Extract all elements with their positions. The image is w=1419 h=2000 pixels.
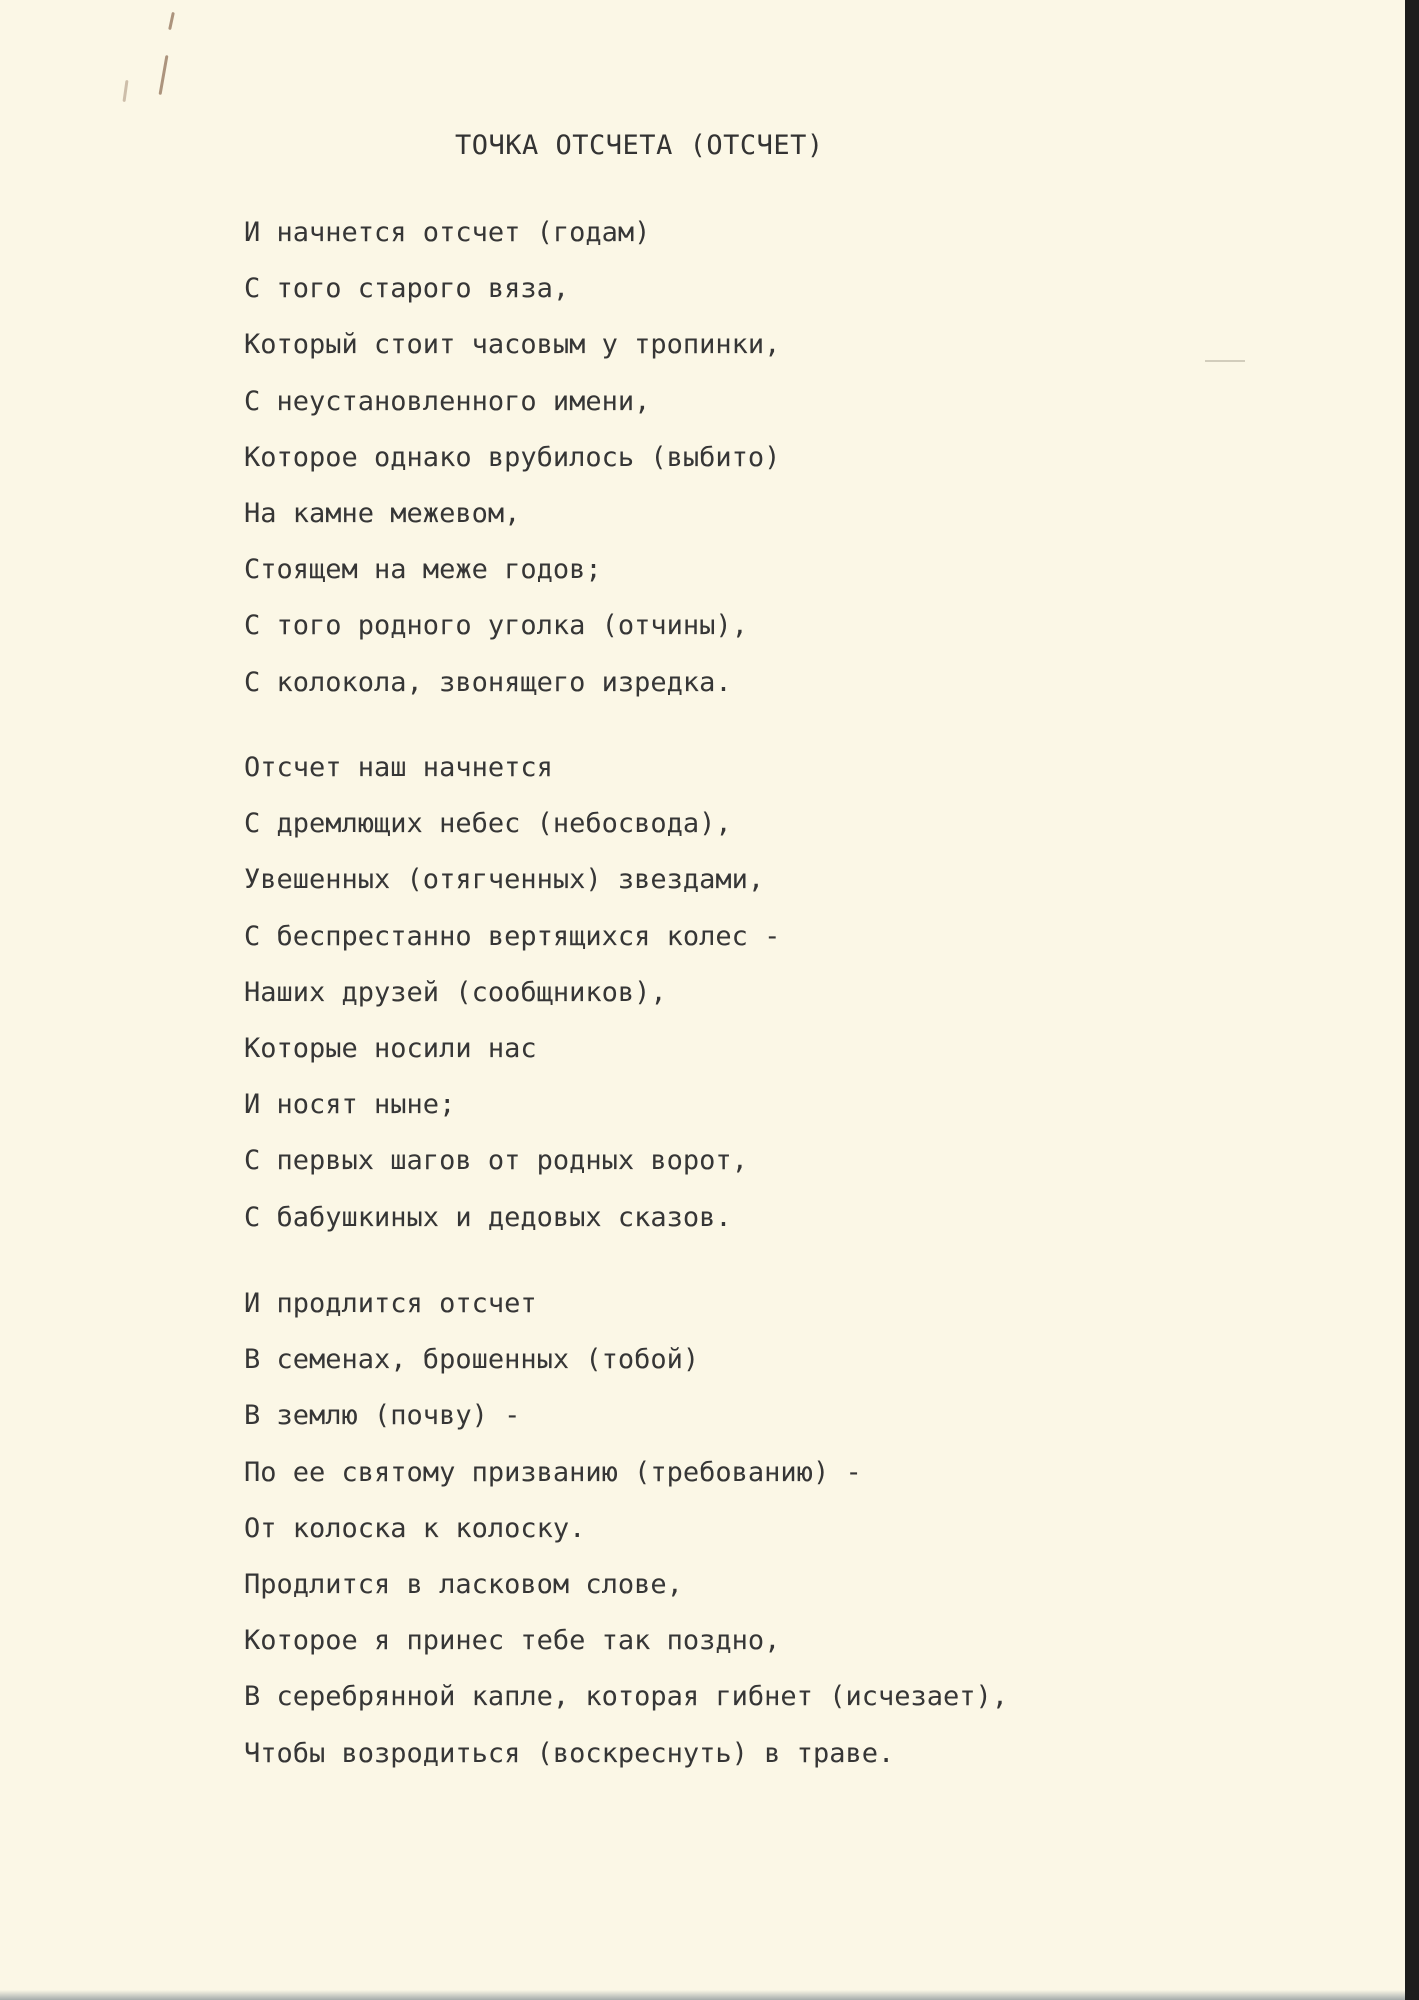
poem-line: Которое я принес тебе так поздно, [244,1625,781,1657]
poem-line: С дремлющих небес (небосвода), [244,808,732,840]
stanza-2 [244,740,780,1246]
scan-smudge [1205,360,1245,362]
poem-line: Отсчет наш начнется [244,752,553,783]
poem-line: Стоящем на меже годов; [244,554,602,586]
poem-line: В серебрянной капле, которая гибнет (исчезает), [244,1681,1009,1713]
poem-line: С бабушкиных и дедовых сказов. [244,1201,732,1233]
poem-line: С того старого вяза, [244,273,570,305]
poem-line: И носят ныне; [244,1089,456,1121]
poem-line: По ее святому призванию (требованию) - [244,1456,862,1488]
poem-line: Наших друзей (сообщников), [244,976,667,1008]
poem-line: Чтобы возродиться (воскреснуть) в траве. [244,1737,895,1769]
pen-mark [168,12,175,30]
pen-mark [122,80,128,102]
poem-line: С неустановленного имени, [244,385,651,417]
poem-line: Которое однако врубилось (выбито) [244,441,781,473]
poem-line: С того родного уголка (отчины), [244,610,748,642]
poem-line: Продлится в ласковом слове, [244,1568,683,1600]
poem-line: С первых шагов от родных ворот, [244,1145,748,1177]
pen-mark [159,55,169,95]
poem-title: ТОЧКА ОТСЧЕТА (ОТСЧЕТ) [455,130,824,161]
poem-line: И продлится отсчет [244,1288,537,1319]
scan-edge [0,1990,1405,2000]
poem-line: На камне межевом, [244,497,521,529]
poem-line: В землю (почву) - [244,1400,521,1432]
poem-line: В семенах, брошенных (тобой) [244,1344,700,1376]
stanza-3 [244,1276,1008,1782]
poem-line: Который стоит часовым у тропинки, [244,329,781,361]
poem-line: С колокола, звонящего изредка. [244,666,732,698]
poem-line: Которые носили нас [244,1032,537,1064]
poem-line: С беспрестанно вертящихся колес - [244,920,781,952]
poem-line: И начнется отсчет (годам) [244,217,651,248]
poem-line: От колоска к колоску. [244,1512,586,1544]
stanza-1 [244,205,780,711]
poem-line: Увешенных (отягченных) звездами, [244,864,765,896]
